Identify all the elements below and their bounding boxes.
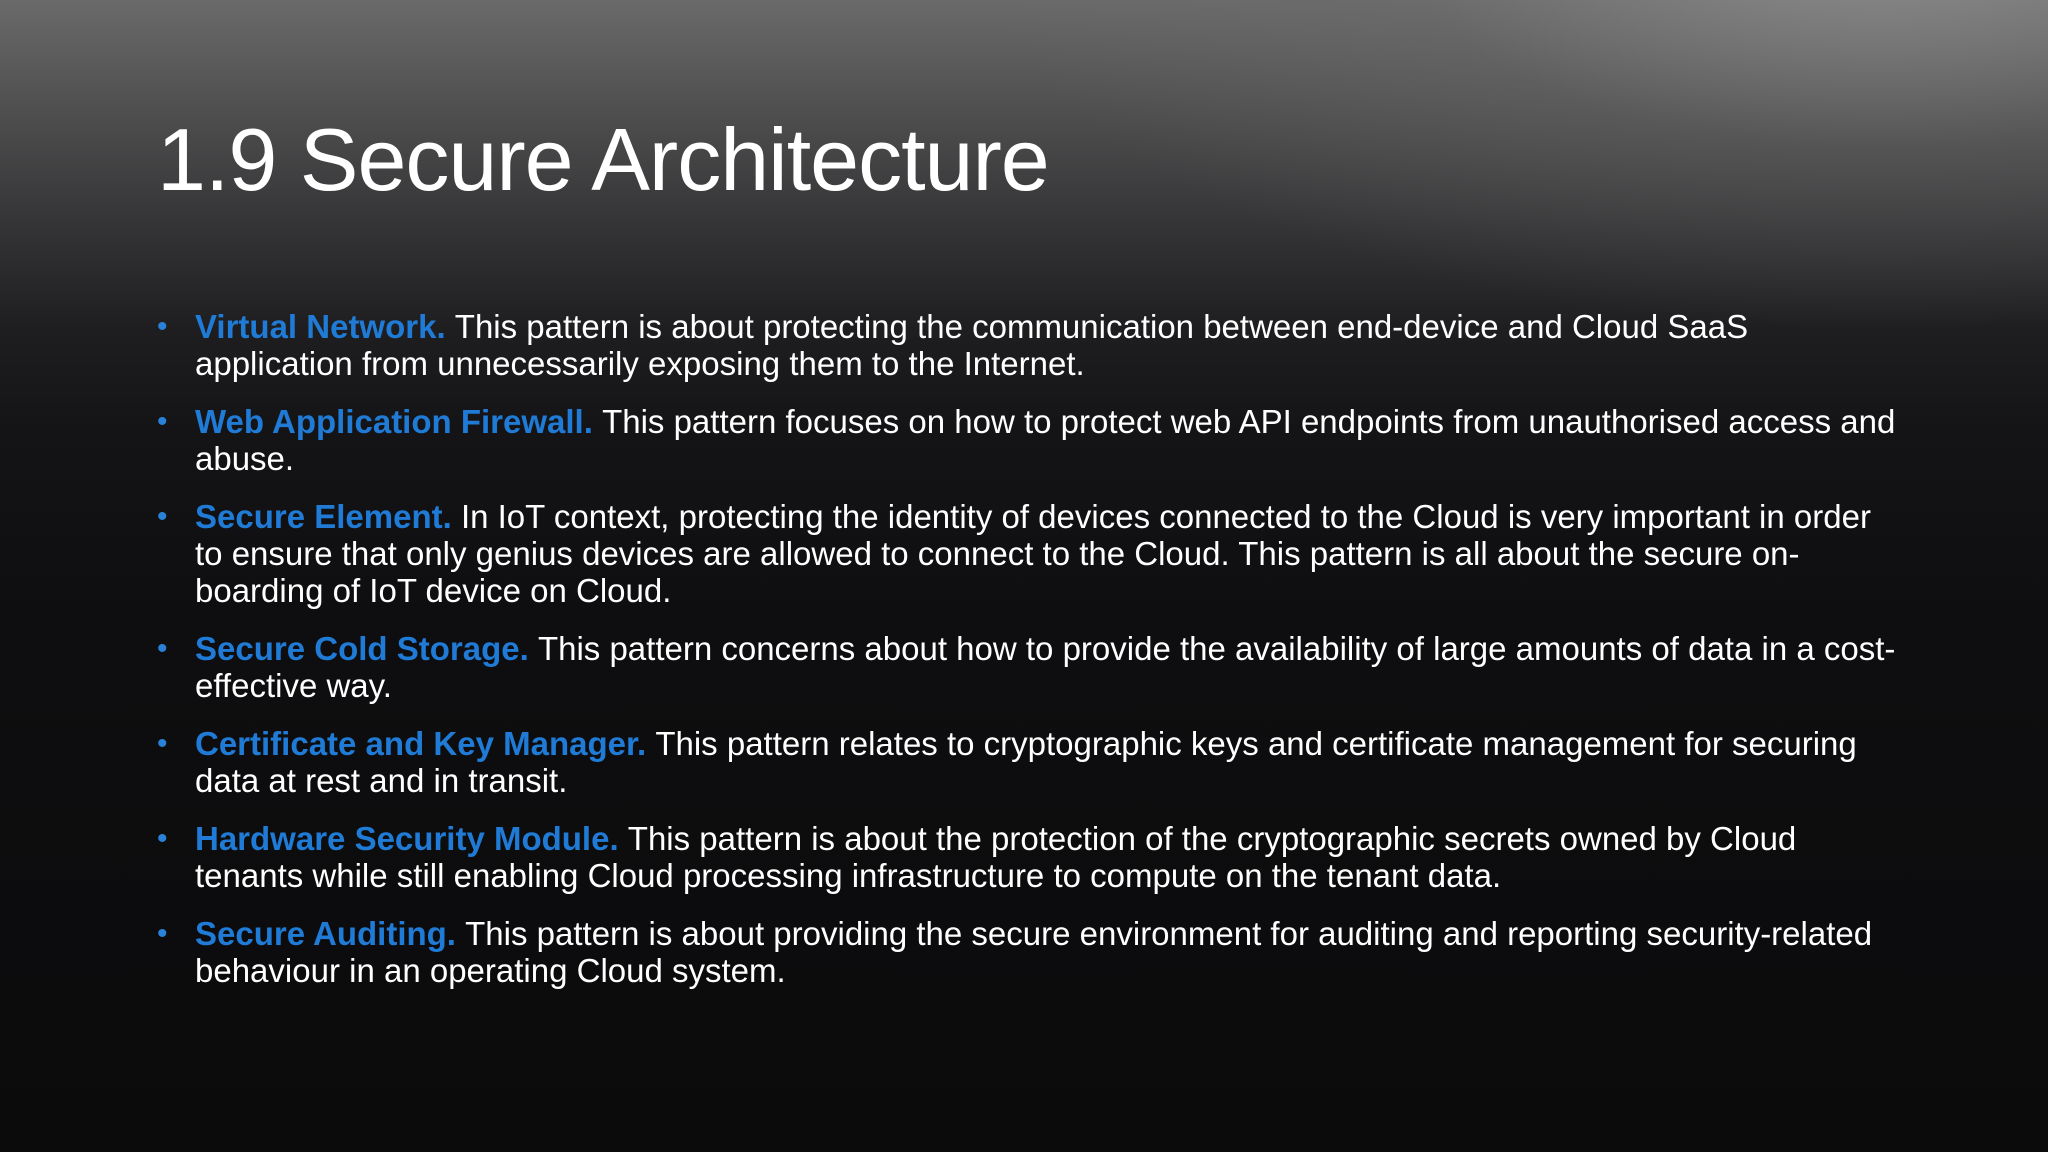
bullet-term: Web Application Firewall. bbox=[195, 403, 603, 440]
bullet-item-secure-cold-storage bbox=[157, 630, 1897, 704]
bullet-term: Virtual Network. bbox=[195, 308, 455, 345]
bullet-term: Secure Cold Storage. bbox=[195, 630, 538, 667]
bullet-text: In IoT context, protecting the identity of devices connected to the Cloud is very important in order to ensure that only genius devices are allowed to connect to the Cloud. This pattern is all about the secure on-boarding of IoT device on Cloud. bbox=[195, 498, 1871, 609]
slide-title: 1.9 Secure Architecture bbox=[157, 110, 1049, 209]
bullet-term: Hardware Security Module. bbox=[195, 820, 628, 857]
bullet-item-secure-auditing bbox=[157, 915, 1897, 989]
bullet-dot-icon: • bbox=[157, 822, 168, 855]
bullet-item-virtual-network bbox=[157, 308, 1897, 382]
bullet-text: This pattern is about protecting the communication between end-device and Cloud SaaS application from unnecessarily exposing them to the Internet. bbox=[195, 308, 1749, 382]
bullet-term: Certificate and Key Manager. bbox=[195, 725, 656, 762]
bullet-dot-icon: • bbox=[157, 917, 168, 950]
bullet-item-secure-element bbox=[157, 498, 1897, 609]
bullet-item-hardware-security-module bbox=[157, 820, 1897, 894]
bullet-item-web-application-firewall bbox=[157, 403, 1897, 477]
bullet-dot-icon: • bbox=[157, 405, 168, 438]
bullet-dot-icon: • bbox=[157, 500, 168, 533]
bullet-text: This pattern concerns about how to provide the availability of large amounts of data in a cost-effective way. bbox=[195, 630, 1896, 704]
bullet-dot-icon: • bbox=[157, 632, 168, 665]
bullet-item-certificate-key-manager bbox=[157, 725, 1897, 799]
bullet-list bbox=[157, 308, 1897, 1010]
bullet-text: This pattern is about the protection of the cryptographic secrets owned by Cloud tenants while still enabling Cloud processing infrastructure to compute on the tenant data. bbox=[195, 820, 1797, 894]
bullet-term: Secure Element. bbox=[195, 498, 461, 535]
bullet-dot-icon: • bbox=[157, 727, 168, 760]
bullet-text: This pattern relates to cryptographic keys and certificate management for securing data at rest and in transit. bbox=[195, 725, 1857, 799]
bullet-text: This pattern is about providing the secure environment for auditing and reporting security-related behaviour in an operating Cloud system. bbox=[195, 915, 1873, 989]
bullet-dot-icon: • bbox=[157, 310, 168, 343]
bullet-text: This pattern focuses on how to protect web API endpoints from unauthorised access and abuse. bbox=[195, 403, 1896, 477]
bullet-term: Secure Auditing. bbox=[195, 915, 466, 952]
